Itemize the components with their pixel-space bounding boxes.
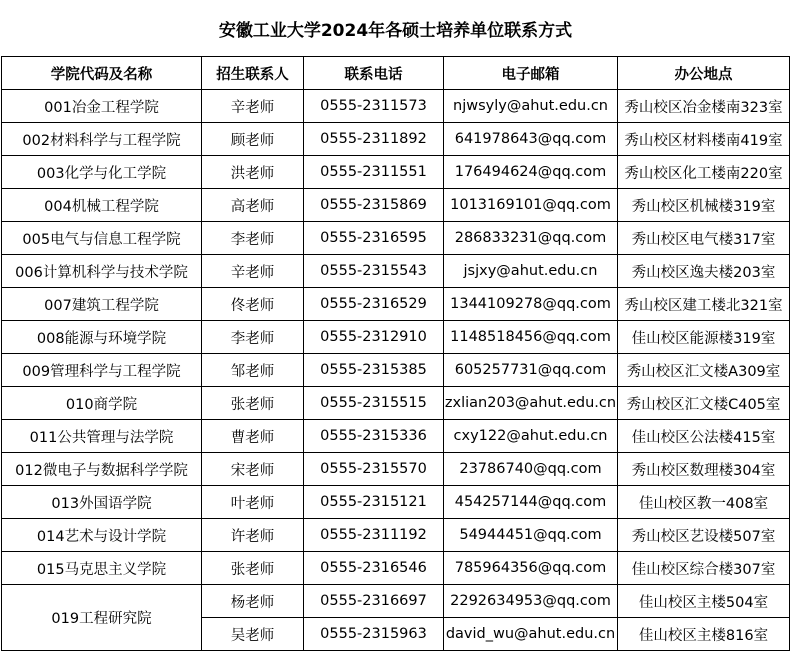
- header-college: 学院代码及名称: [2, 57, 202, 90]
- table-row: [2, 519, 790, 552]
- cell-office: 秀山校区数理楼304室: [618, 453, 790, 486]
- cell-office: 佳山校区综合楼307室: [618, 552, 790, 585]
- table-row: [2, 354, 790, 387]
- cell-phone: 0555-2312910: [304, 321, 444, 354]
- table-row: [2, 585, 790, 618]
- cell-contact: 李老师: [202, 222, 304, 255]
- table-row: [2, 387, 790, 420]
- table-row: [2, 453, 790, 486]
- cell-office: 秀山校区逸夫楼203室: [618, 255, 790, 288]
- cell-college: 010商学院: [2, 387, 202, 420]
- cell-phone: 0555-2315869: [304, 189, 444, 222]
- cell-office: 秀山校区艺设楼507室: [618, 519, 790, 552]
- cell-contact: 杨老师: [202, 585, 304, 618]
- cell-email: 176494624@qq.com: [444, 156, 618, 189]
- cell-college: 015马克思主义学院: [2, 552, 202, 585]
- cell-contact: 辛老师: [202, 255, 304, 288]
- cell-college: 007建筑工程学院: [2, 288, 202, 321]
- cell-phone: 0555-2311551: [304, 156, 444, 189]
- cell-phone: 0555-2311892: [304, 123, 444, 156]
- cell-college: 013外国语学院: [2, 486, 202, 519]
- cell-phone: 0555-2315336: [304, 420, 444, 453]
- cell-phone: 0555-2315385: [304, 354, 444, 387]
- cell-email: david_wu@ahut.edu.cn: [444, 618, 618, 651]
- cell-office: 秀山校区建工楼北321室: [618, 288, 790, 321]
- cell-email: 641978643@qq.com: [444, 123, 618, 156]
- cell-college: 008能源与环境学院: [2, 321, 202, 354]
- cell-college: 002材料科学与工程学院: [2, 123, 202, 156]
- cell-phone: 0555-2315515: [304, 387, 444, 420]
- cell-contact: 叶老师: [202, 486, 304, 519]
- cell-college: 004机械工程学院: [2, 189, 202, 222]
- cell-phone: 0555-2315121: [304, 486, 444, 519]
- cell-contact: 顾老师: [202, 123, 304, 156]
- cell-phone: 0555-2316529: [304, 288, 444, 321]
- cell-office: 秀山校区机械楼319室: [618, 189, 790, 222]
- cell-email: 54944451@qq.com: [444, 519, 618, 552]
- cell-office: 佳山校区能源楼319室: [618, 321, 790, 354]
- cell-office: 佳山校区教一408室: [618, 486, 790, 519]
- cell-college: 019工程研究院: [2, 585, 202, 651]
- cell-email: 605257731@qq.com: [444, 354, 618, 387]
- cell-office: 秀山校区电气楼317室: [618, 222, 790, 255]
- cell-phone: 0555-2316546: [304, 552, 444, 585]
- cell-phone: 0555-2315543: [304, 255, 444, 288]
- cell-email: 1148518456@qq.com: [444, 321, 618, 354]
- cell-contact: 宋老师: [202, 453, 304, 486]
- cell-office: 秀山校区材料楼南419室: [618, 123, 790, 156]
- table-row: [2, 321, 790, 354]
- header-office: 办公地点: [618, 57, 790, 90]
- cell-office: 秀山校区化工楼南220室: [618, 156, 790, 189]
- cell-email: jsjxy@ahut.edu.cn: [444, 255, 618, 288]
- cell-contact: 辛老师: [202, 90, 304, 123]
- table-row: [2, 123, 790, 156]
- cell-contact: 高老师: [202, 189, 304, 222]
- table-header-row: [2, 57, 790, 90]
- header-email: 电子邮箱: [444, 57, 618, 90]
- table-row: [2, 552, 790, 585]
- table-row: [2, 156, 790, 189]
- cell-contact: 曹老师: [202, 420, 304, 453]
- cell-contact: 佟老师: [202, 288, 304, 321]
- cell-college: 003化学与化工学院: [2, 156, 202, 189]
- cell-phone: 0555-2311573: [304, 90, 444, 123]
- cell-college: 001冶金工程学院: [2, 90, 202, 123]
- cell-contact: 吴老师: [202, 618, 304, 651]
- cell-email: 1344109278@qq.com: [444, 288, 618, 321]
- cell-contact: 张老师: [202, 552, 304, 585]
- cell-email: 1013169101@qq.com: [444, 189, 618, 222]
- cell-college: 012微电子与数据科学学院: [2, 453, 202, 486]
- cell-email: zxlian203@ahut.edu.cn: [444, 387, 618, 420]
- cell-office: 佳山校区公法楼415室: [618, 420, 790, 453]
- cell-contact: 张老师: [202, 387, 304, 420]
- cell-phone: 0555-2315570: [304, 453, 444, 486]
- cell-office: 佳山校区主楼816室: [618, 618, 790, 651]
- cell-office: 佳山校区主楼504室: [618, 585, 790, 618]
- cell-email: 23786740@qq.com: [444, 453, 618, 486]
- cell-college: 009管理科学与工程学院: [2, 354, 202, 387]
- page-title: 安徽工业大学2024年各硕士培养单位联系方式: [218, 20, 573, 41]
- cell-contact: 许老师: [202, 519, 304, 552]
- cell-office: 秀山校区汇文楼A309室: [618, 354, 790, 387]
- header-contact: 招生联系人: [202, 57, 304, 90]
- table-row: [2, 222, 790, 255]
- table-body: [2, 90, 790, 651]
- contact-table: [1, 56, 790, 651]
- cell-email: cxy122@ahut.edu.cn: [444, 420, 618, 453]
- cell-contact: 邹老师: [202, 354, 304, 387]
- cell-email: 2292634953@qq.com: [444, 585, 618, 618]
- cell-college: 014艺术与设计学院: [2, 519, 202, 552]
- cell-college: 011公共管理与法学院: [2, 420, 202, 453]
- cell-phone: 0555-2315963: [304, 618, 444, 651]
- cell-phone: 0555-2316697: [304, 585, 444, 618]
- table-row: [2, 288, 790, 321]
- cell-office: 秀山校区冶金楼南323室: [618, 90, 790, 123]
- cell-contact: 李老师: [202, 321, 304, 354]
- cell-college: 006计算机科学与技术学院: [2, 255, 202, 288]
- table-row: [2, 90, 790, 123]
- header-phone: 联系电话: [304, 57, 444, 90]
- cell-email: 454257144@qq.com: [444, 486, 618, 519]
- table-row: [2, 189, 790, 222]
- table-row: [2, 486, 790, 519]
- cell-phone: 0555-2316595: [304, 222, 444, 255]
- cell-email: njwsyly@ahut.edu.cn: [444, 90, 618, 123]
- table-row: [2, 255, 790, 288]
- cell-phone: 0555-2311192: [304, 519, 444, 552]
- cell-office: 秀山校区汇文楼C405室: [618, 387, 790, 420]
- cell-email: 286833231@qq.com: [444, 222, 618, 255]
- cell-college: 005电气与信息工程学院: [2, 222, 202, 255]
- cell-email: 785964356@qq.com: [444, 552, 618, 585]
- cell-contact: 洪老师: [202, 156, 304, 189]
- table-row: [2, 420, 790, 453]
